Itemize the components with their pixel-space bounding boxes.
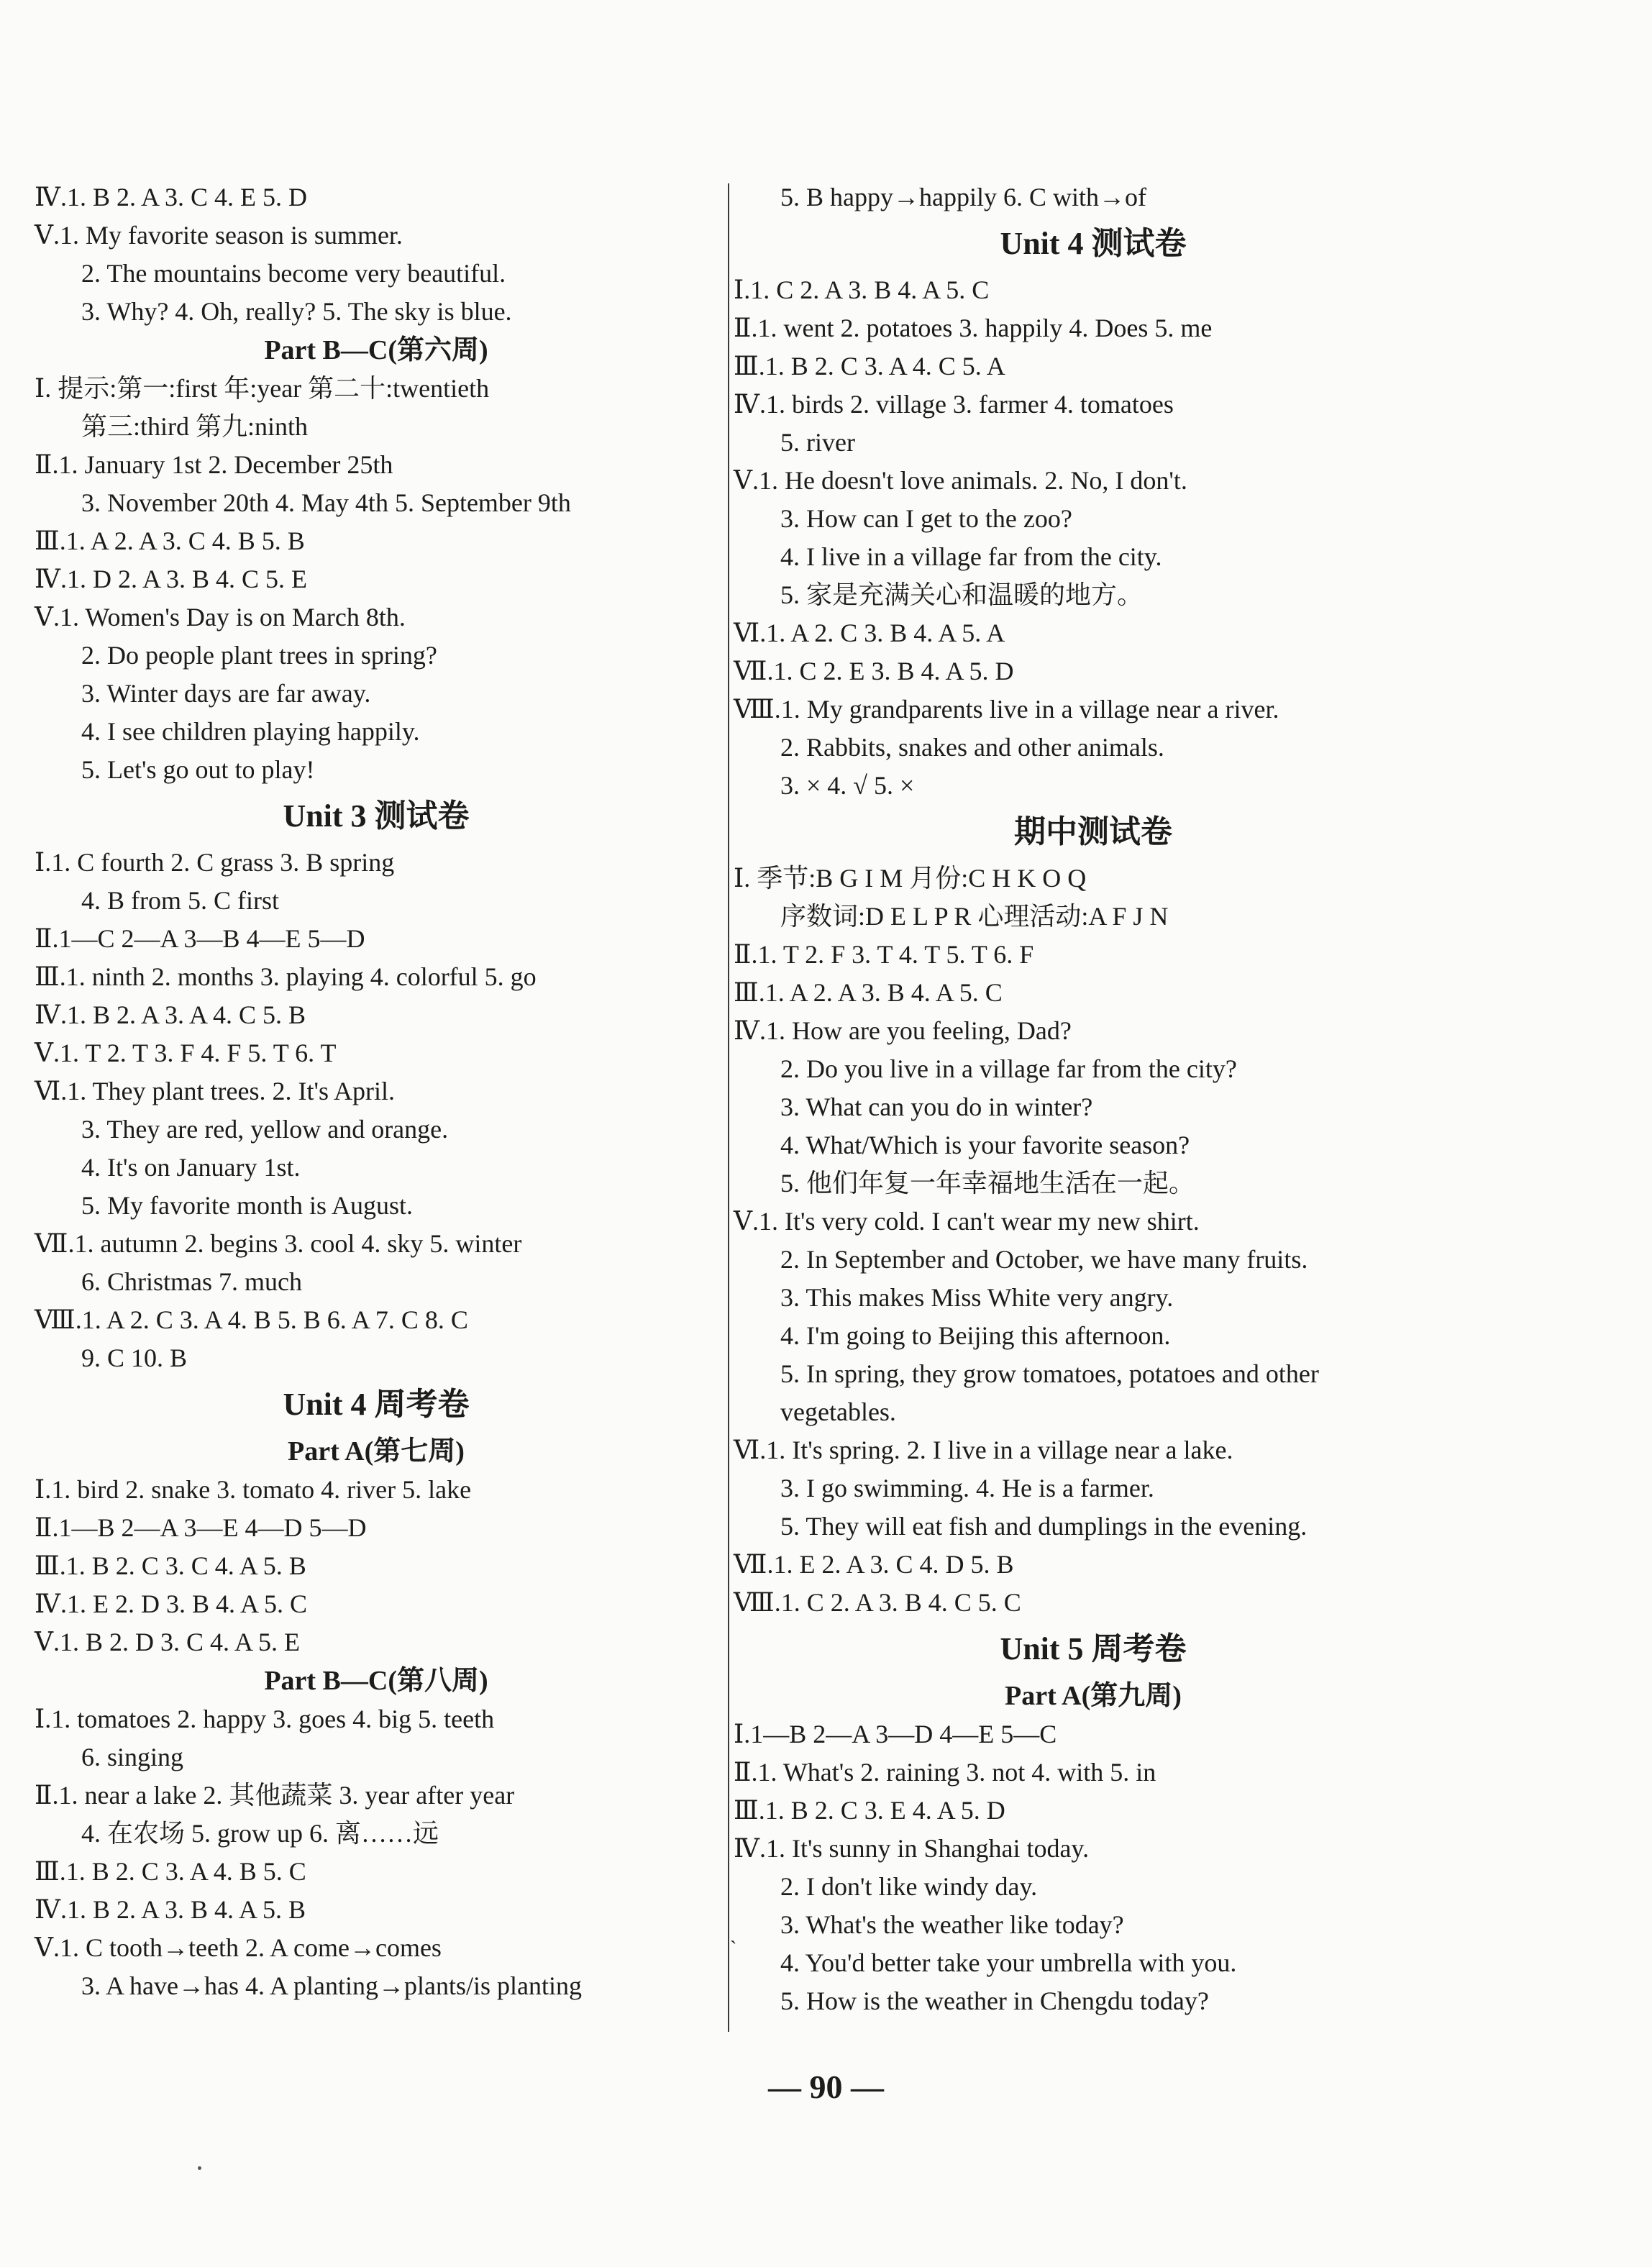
answer-line: Ⅱ.1. near a lake 2. 其他蔬菜 3. year after year (35, 1781, 515, 1810)
answer-line: Ⅳ.1. B 2. A 3. B 4. A 5. B (35, 1895, 306, 1924)
stray-mark: ˋ (730, 1938, 737, 1960)
answer-line: Ⅳ.1. D 2. A 3. B 4. C 5. E (35, 565, 308, 593)
answer-line-continued: 4. You'd better take your umbrella with you. (780, 1948, 1237, 1977)
answer-line-continued: 3. What's the weather like today? (780, 1910, 1124, 1939)
answer-line-continued: 3. A have→has 4. A planting→plants/is planting (81, 1971, 582, 2000)
answer-line: Ⅴ.1. He doesn't love animals. 2. No, I don't. (734, 466, 1187, 495)
answer-line-continued: 3. How can I get to the zoo? (780, 504, 1072, 533)
page-number: — 90 — (768, 2068, 884, 2105)
answer-line: Ⅴ.1. T 2. T 3. F 4. F 5. T 6. T (35, 1039, 337, 1067)
section-subheading: Part A(第九周) (1005, 1681, 1182, 1711)
answer-line-continued: 2. Do you live in a village far from the city? (780, 1054, 1237, 1083)
answer-line: Ⅲ.1. B 2. C 3. E 4. A 5. D (734, 1796, 1005, 1825)
answer-line-continued: 3. This makes Miss White very angry. (780, 1283, 1174, 1312)
answer-line-continued: 4. B from 5. C first (81, 886, 279, 915)
answer-line: Ⅲ.1. B 2. C 3. A 4. C 5. A (734, 352, 1005, 380)
answer-line-continued: vegetables. (780, 1397, 896, 1426)
answer-line: Ⅴ.1. Women's Day is on March 8th. (35, 603, 406, 631)
answer-line-continued: 3. They are red, yellow and orange. (81, 1115, 449, 1144)
answer-line-continued: 序数词:D E L P R 心理活动:A F J N (780, 902, 1169, 931)
answer-line-continued: 6. singing (81, 1743, 184, 1771)
answer-line: Ⅷ.1. A 2. C 3. A 4. B 5. B 6. A 7. C 8. C (35, 1305, 468, 1334)
section-subheading: Part B—C(第六周) (264, 335, 488, 365)
section-subheading: Part A(第七周) (288, 1436, 465, 1467)
answer-line: Ⅵ.1. A 2. C 3. B 4. A 5. A (734, 619, 1005, 647)
section-heading: Unit 4 周考卷 (283, 1387, 470, 1422)
answer-line: Ⅰ.1. C fourth 2. C grass 3. B spring (35, 848, 395, 877)
answer-line: Ⅳ.1. B 2. A 3. A 4. C 5. B (35, 1000, 306, 1029)
answer-line-continued: 5. Let's go out to play! (81, 755, 315, 784)
answer-line: Ⅷ.1. C 2. A 3. B 4. C 5. C (734, 1588, 1021, 1617)
answer-line-continued: 5. How is the weather in Chengdu today? (780, 1987, 1209, 2015)
answer-line: Ⅳ.1. E 2. D 3. B 4. A 5. C (35, 1589, 308, 1618)
section-heading: Unit 5 周考卷 (1000, 1631, 1187, 1666)
answer-line-continued: 5. 他们年复一年幸福地生活在一起。 (780, 1169, 1195, 1198)
answer-line-continued: 4. It's on January 1st. (81, 1153, 301, 1182)
answer-line: Ⅵ.1. They plant trees. 2. It's April. (35, 1077, 395, 1105)
answer-line-continued: 4. 在农场 5. grow up 6. 离……远 (81, 1819, 439, 1848)
answer-line-continued: 4. I see children playing happily. (81, 717, 420, 746)
section-heading: 期中测试卷 (1014, 814, 1172, 849)
answer-line-continued: 5. river (780, 428, 855, 457)
answer-line-continued: 2. I don't like windy day. (780, 1872, 1038, 1901)
answer-line: Ⅲ.1. A 2. A 3. C 4. B 5. B (35, 526, 305, 555)
answer-line: Ⅱ.1. What's 2. raining 3. not 4. with 5. in (734, 1758, 1156, 1787)
section-subheading: Part B—C(第八周) (264, 1666, 488, 1696)
answer-line: Ⅲ.1. A 2. A 3. B 4. A 5. C (734, 978, 1003, 1007)
section-heading: Unit 3 测试卷 (283, 798, 470, 834)
answer-line: Ⅶ.1. E 2. A 3. C 4. D 5. B (734, 1550, 1014, 1579)
answer-line: Ⅰ. 提示:第一:first 年:year 第二十:twentieth (35, 374, 490, 403)
answer-line: Ⅰ.1. tomatoes 2. happy 3. goes 4. big 5. teeth (35, 1705, 495, 1733)
answer-line-continued: 9. C 10. B (81, 1344, 188, 1372)
right-column (734, 178, 1453, 2020)
answer-line-continued: 6. Christmas 7. much (81, 1267, 302, 1296)
answer-line-continued: 4. What/Which is your favorite season? (780, 1131, 1190, 1159)
answer-line: Ⅴ.1. C tooth→teeth 2. A come→comes (35, 1933, 442, 1962)
answer-line-continued: 3. × 4. √ 5. × (780, 771, 915, 800)
answer-line: Ⅷ.1. My grandparents live in a village near a river. (734, 695, 1279, 724)
answer-line: Ⅰ.1—B 2—A 3—D 4—E 5—C (734, 1720, 1057, 1748)
answer-line: Ⅶ.1. C 2. E 3. B 4. A 5. D (734, 657, 1014, 685)
answer-line: Ⅲ.1. ninth 2. months 3. playing 4. colorful 5. go (35, 962, 537, 991)
answer-line: Ⅴ.1. It's very cold. I can't wear my new shirt. (734, 1207, 1200, 1236)
answer-line-continued: 第三:third 第九:ninth (81, 412, 309, 441)
answer-line: Ⅰ.1. bird 2. snake 3. tomato 4. river 5. lake (35, 1475, 472, 1504)
answer-line: Ⅳ.1. It's sunny in Shanghai today. (734, 1834, 1090, 1863)
answer-line-continued: 5. They will eat fish and dumplings in the evening. (780, 1512, 1308, 1541)
section-heading: Unit 4 测试卷 (1000, 226, 1187, 261)
answer-line: Ⅲ.1. B 2. C 3. C 4. A 5. B (35, 1551, 306, 1580)
answer-line-continued: 2. In September and October, we have many fruits. (780, 1245, 1308, 1274)
answer-line-continued: 5. B happy→happily 6. C with→of (780, 183, 1146, 211)
answer-line-continued: 3. What can you do in winter? (780, 1093, 1093, 1121)
left-column (35, 178, 718, 2005)
answer-line-continued: 3. I go swimming. 4. He is a farmer. (780, 1474, 1154, 1502)
answer-line: Ⅱ.1—C 2—A 3—B 4—E 5—D (35, 924, 365, 953)
answer-line-continued: 3. Why? 4. Oh, really? 5. The sky is blue. (81, 297, 512, 326)
answer-line-continued: 4. I'm going to Beijing this afternoon. (780, 1321, 1171, 1350)
answer-line-continued: 4. I live in a village far from the city. (780, 542, 1162, 571)
answer-line: Ⅳ.1. How are you feeling, Dad? (734, 1016, 1072, 1045)
answer-line: Ⅲ.1. B 2. C 3. A 4. B 5. C (35, 1857, 306, 1886)
answer-line: Ⅳ.1. B 2. A 3. C 4. E 5. D (35, 183, 308, 211)
answer-line: Ⅶ.1. autumn 2. begins 3. cool 4. sky 5. winter (35, 1229, 522, 1258)
answer-line-continued: 2. Do people plant trees in spring? (81, 641, 437, 670)
answer-line-continued: 2. Rabbits, snakes and other animals. (780, 733, 1164, 762)
answer-line-continued: 5. My favorite month is August. (81, 1191, 413, 1220)
answer-line: Ⅳ.1. birds 2. village 3. farmer 4. tomatoes (734, 390, 1174, 419)
answer-line: Ⅴ.1. My favorite season is summer. (35, 221, 403, 250)
column-divider (728, 183, 729, 2032)
answer-line: Ⅱ.1. went 2. potatoes 3. happily 4. Does 5. me (734, 314, 1213, 342)
answer-line: Ⅰ.1. C 2. A 3. B 4. A 5. C (734, 275, 990, 304)
answer-line: Ⅱ.1—B 2—A 3—E 4—D 5—D (35, 1513, 367, 1542)
stray-dot (198, 2166, 201, 2170)
answer-line: Ⅱ.1. T 2. F 3. T 4. T 5. T 6. F (734, 940, 1034, 969)
answer-line-continued: 3. Winter days are far away. (81, 679, 371, 708)
answer-line-continued: 2. The mountains become very beautiful. (81, 259, 506, 288)
answer-line: Ⅴ.1. B 2. D 3. C 4. A 5. E (35, 1628, 301, 1656)
answer-line: Ⅱ.1. January 1st 2. December 25th (35, 450, 393, 479)
answer-line: Ⅵ.1. It's spring. 2. I live in a village near a lake. (734, 1436, 1233, 1464)
answer-line: Ⅰ. 季节:B G I M 月份:C H K O Q (734, 864, 1087, 893)
answer-line-continued: 5. In spring, they grow tomatoes, potatoes and other (780, 1359, 1319, 1388)
answer-line-continued: 3. November 20th 4. May 4th 5. September 9th (81, 488, 571, 517)
answer-line-continued: 5. 家是充满关心和温暖的地方。 (780, 580, 1144, 609)
